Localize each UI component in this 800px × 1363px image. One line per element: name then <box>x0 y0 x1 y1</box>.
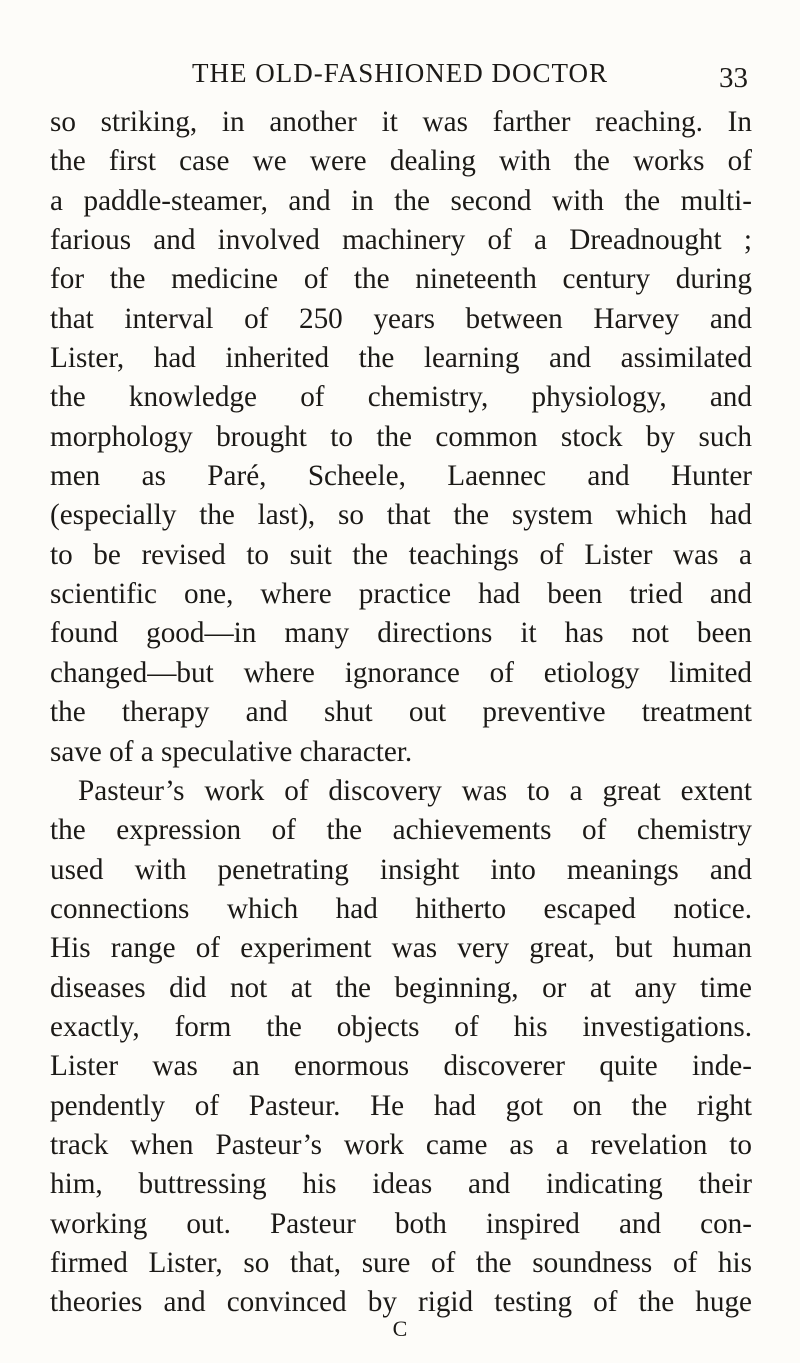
page-header <box>0 58 800 98</box>
signature-mark: C <box>392 1316 408 1341</box>
text-line: the therapy and shut out preventive treatment <box>50 696 752 729</box>
text-line: pendently of Pasteur. He had got on the right <box>50 1089 752 1122</box>
text-line: changed—but where ignorance of etiology limited <box>50 656 752 689</box>
running-head: THE OLD-FASHIONED DOCTOR <box>192 58 608 88</box>
page-number: 33 <box>719 62 748 94</box>
text-line: firmed Lister, so that, sure of the soundness of his <box>50 1246 752 1279</box>
text-line: men as Paré, Scheele, Laennec and Hunter <box>50 460 752 493</box>
text-line: morphology brought to the common stock by such <box>50 420 752 453</box>
text-line: Pasteur’s work of discovery was to a great extent <box>78 774 752 807</box>
text-line: track when Pasteur’s work came as a revelation to <box>50 1128 752 1161</box>
text-line: exactly, form the objects of his investigations. <box>50 1010 752 1043</box>
text-line: him, buttressing his ideas and indicating their <box>50 1168 752 1201</box>
text-line: the expression of the achievements of chemistry <box>50 814 752 847</box>
text-line: working out. Pasteur both inspired and con- <box>50 1207 752 1240</box>
text-line: Lister was an enormous discoverer quite inde- <box>50 1050 752 1083</box>
text-line: (especially the last), so that the system which had <box>50 499 752 532</box>
text-line: used with penetrating insight into meanings and <box>50 853 752 886</box>
text-line: connections which had hitherto escaped notice. <box>50 892 752 925</box>
text-line: for the medicine of the nineteenth century during <box>50 263 752 296</box>
text-line: save of a speculative character. <box>50 735 413 768</box>
text-line: theories and convinced by rigid testing of the huge <box>50 1286 752 1319</box>
text-line: found good—in many directions it has not been <box>50 617 752 650</box>
body-text <box>50 103 752 1323</box>
text-line: Lister, had inherited the learning and assimilated <box>50 342 752 375</box>
text-line: that interval of 250 years between Harvey and <box>50 302 752 335</box>
text-line: scientific one, where practice had been tried and <box>50 578 752 611</box>
text-line: so striking, in another it was farther reaching. In <box>50 106 752 138</box>
text-line: the knowledge of chemistry, physiology, and <box>50 381 752 414</box>
text-line: farious and involved machinery of a Dreadnought ; <box>50 224 752 257</box>
text-line: to be revised to suit the teachings of Lister was a <box>50 538 752 571</box>
text-line: the first case we were dealing with the works of <box>50 145 752 178</box>
text-line: His range of experiment was very great, but human <box>50 932 752 965</box>
text-line: diseases did not at the beginning, or at any time <box>50 971 752 1004</box>
text-line: a paddle-steamer, and in the second with the multi- <box>50 184 752 217</box>
